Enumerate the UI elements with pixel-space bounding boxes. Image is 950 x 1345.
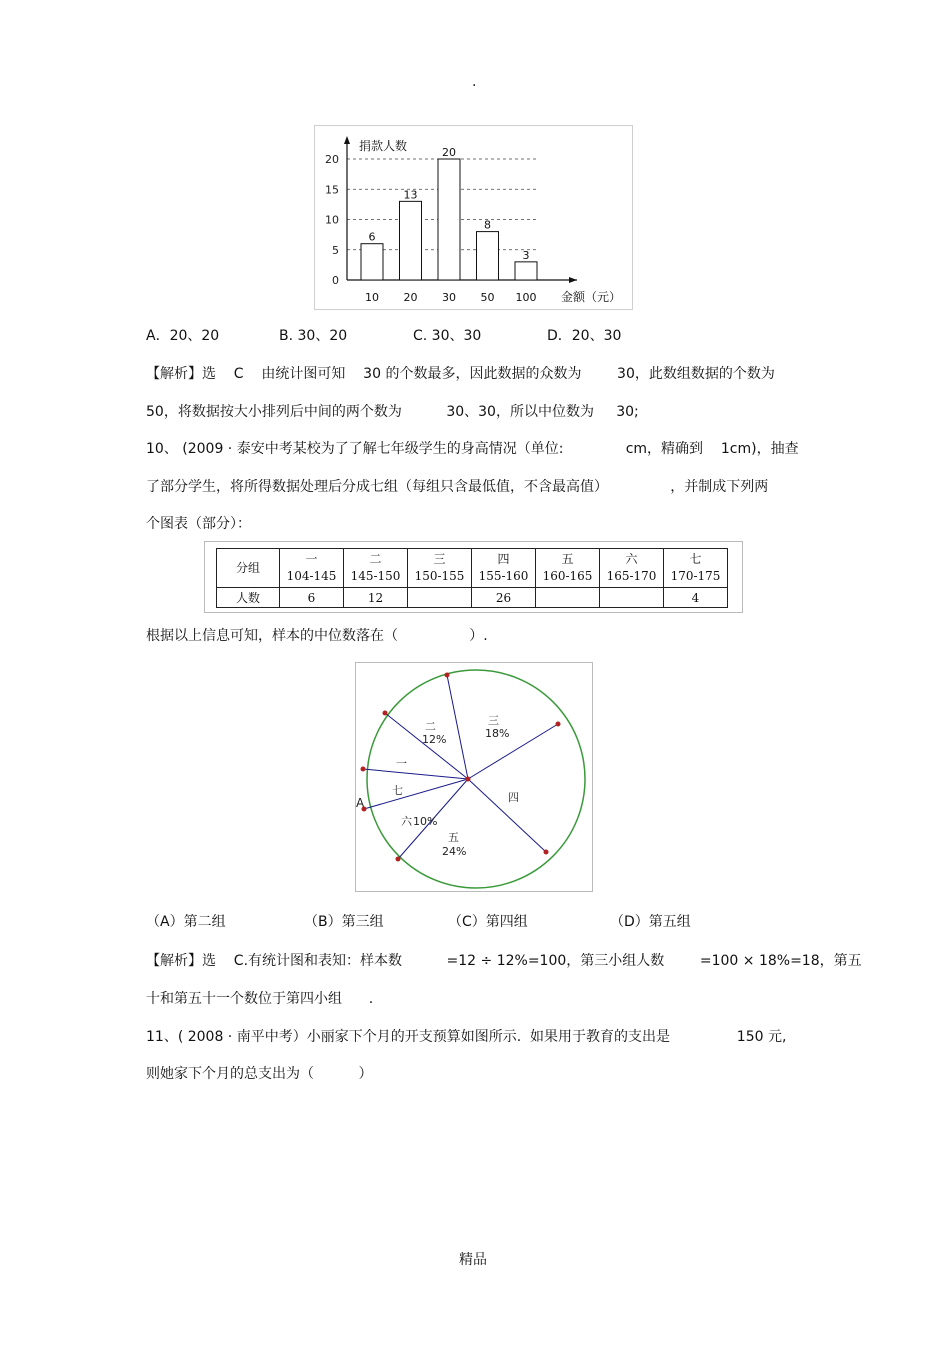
bar-value-label: 8 [484,218,491,232]
bar [361,244,383,280]
y-axis-label: 捐款人数 [359,139,408,153]
table-col-3: 三 150-155 [408,549,472,588]
q9-option-d: D．20、30 [547,328,622,344]
q9-analysis-line1: 【解析】选 C 由统计图可知 30 的个数最多，因此数据的众数为 30，此数组数据的个数为 [146,366,775,382]
bar [477,232,499,280]
x-tick-label: 30 [442,291,456,304]
pie-label-group1: 一 [396,757,407,770]
pie-label-group6: 六 [401,815,412,828]
y-tick-label: 10 [325,213,339,227]
pie-point-label: A [356,796,365,810]
bar-value-label: 20 [442,146,456,159]
pie-point [361,767,366,772]
x-axis-label: 金额（元） [561,290,622,304]
x-tick-label: 50 [480,291,495,304]
table-col-2: 二 145-150 [344,549,408,588]
table-cell: 26 [472,588,536,608]
pie-label-group5: 五 [448,831,459,844]
q10-option-c: （C）第四组 [448,914,528,930]
pie-label-group4: 四 [508,791,519,804]
pie-point [396,857,401,862]
bar [515,262,537,280]
q10-question: 根据以上信息可知，样本的中位数落在（ ）. [146,628,488,644]
q10-analysis-line2: 十和第五十一个数位于第四小组 . [146,991,374,1007]
y-tick-label: 15 [325,183,339,197]
table-col-1: 一 104-145 [280,549,344,588]
pie-label-group3-pct: 18% [485,727,510,740]
y-tick-label: 20 [325,153,339,166]
bar-value-label: 13 [403,188,418,202]
x-tick-label: 20 [403,291,418,304]
q9-analysis-line2: 50，将数据按大小排列后中间的两个数为 30、30，所以中位数为 30; [146,404,639,420]
table-cell: 6 [280,588,344,608]
pie-label-group2-pct: 12% [422,733,447,746]
pie-radii [363,675,558,859]
pie-chart [356,663,592,891]
group-table [216,548,728,608]
table-col-6: 六 165-170 [600,549,664,588]
pie-circle [367,670,585,888]
pie-label-group7: 七 [392,784,403,797]
q10-option-b: （B）第三组 [304,914,384,930]
q9-option-a: A．20、20 [146,328,220,344]
q9-option-b: B. 30、20 [279,328,348,344]
table-cell [408,588,472,608]
pie-center [466,777,471,782]
table-cell [536,588,600,608]
y-tick-label: 0 [332,274,339,287]
table-col-4: 四 155-160 [472,549,536,588]
bar [438,159,460,280]
bar-chart-figure [314,125,633,310]
q10-option-d: （D）第五组 [610,914,691,930]
pie-label-group6-pct: 10% [413,815,438,828]
table-cell: 12 [344,588,408,608]
pie-label-group2: 二 [425,720,436,733]
x-axis-arrow [569,277,577,283]
pie-label-group3: 三 [488,714,499,727]
table-header-count: 人数 [217,588,280,608]
pie-point [544,850,549,855]
pie-label-group5-pct: 24% [442,845,467,858]
q10-analysis-line1: 【解析】选 C.有统计图和表知：样本数 =12 ÷ 12%=100，第三小组人数 =100 × 18%=18，第五 [146,953,862,969]
pie-chart-figure [355,662,593,892]
pie-point [445,673,450,678]
bar-value-label: 6 [368,230,376,244]
header-dot: . [472,74,477,90]
table-col-5: 五 160-165 [536,549,600,588]
bar-chart [315,126,632,309]
q11-line1: 11、( 2008 · 南平中考）小丽家下个月的开支预算如图所示. 如果用于教育的支出是 150 元, [146,1029,787,1045]
footer-text: 精品 [459,1252,487,1268]
q10-option-a: （A）第二组 [146,914,226,930]
bar [400,201,422,280]
y-tick-label: 5 [332,243,339,257]
q11-line2: 则她家下个月的总支出为（ ） [146,1066,373,1082]
y-axis-arrow [344,136,350,144]
pie-point [556,722,561,727]
pie-point [383,711,388,716]
table-cell: 4 [664,588,728,608]
table-col-7: 七 170-175 [664,549,728,588]
q9-option-c: C. 30、30 [413,328,482,344]
x-tick-label: 10 [365,291,379,304]
q10-line2: 了部分学生，将所得数据处理后分成七组（每组只含最低值，不含最高值） ，并制成下列两 [146,479,769,495]
x-tick-label: 100 [515,291,537,304]
q10-line3: 个图表（部分）： [146,516,251,532]
table-cell [600,588,664,608]
table-header-group: 分组 [217,549,280,588]
q10-line1: 10、 (2009 · 泰安中考某校为了了解七年级学生的身高情况（单位: cm，精确到 1cm)，抽查 [146,441,799,457]
bar-value-label: 3 [522,248,530,262]
